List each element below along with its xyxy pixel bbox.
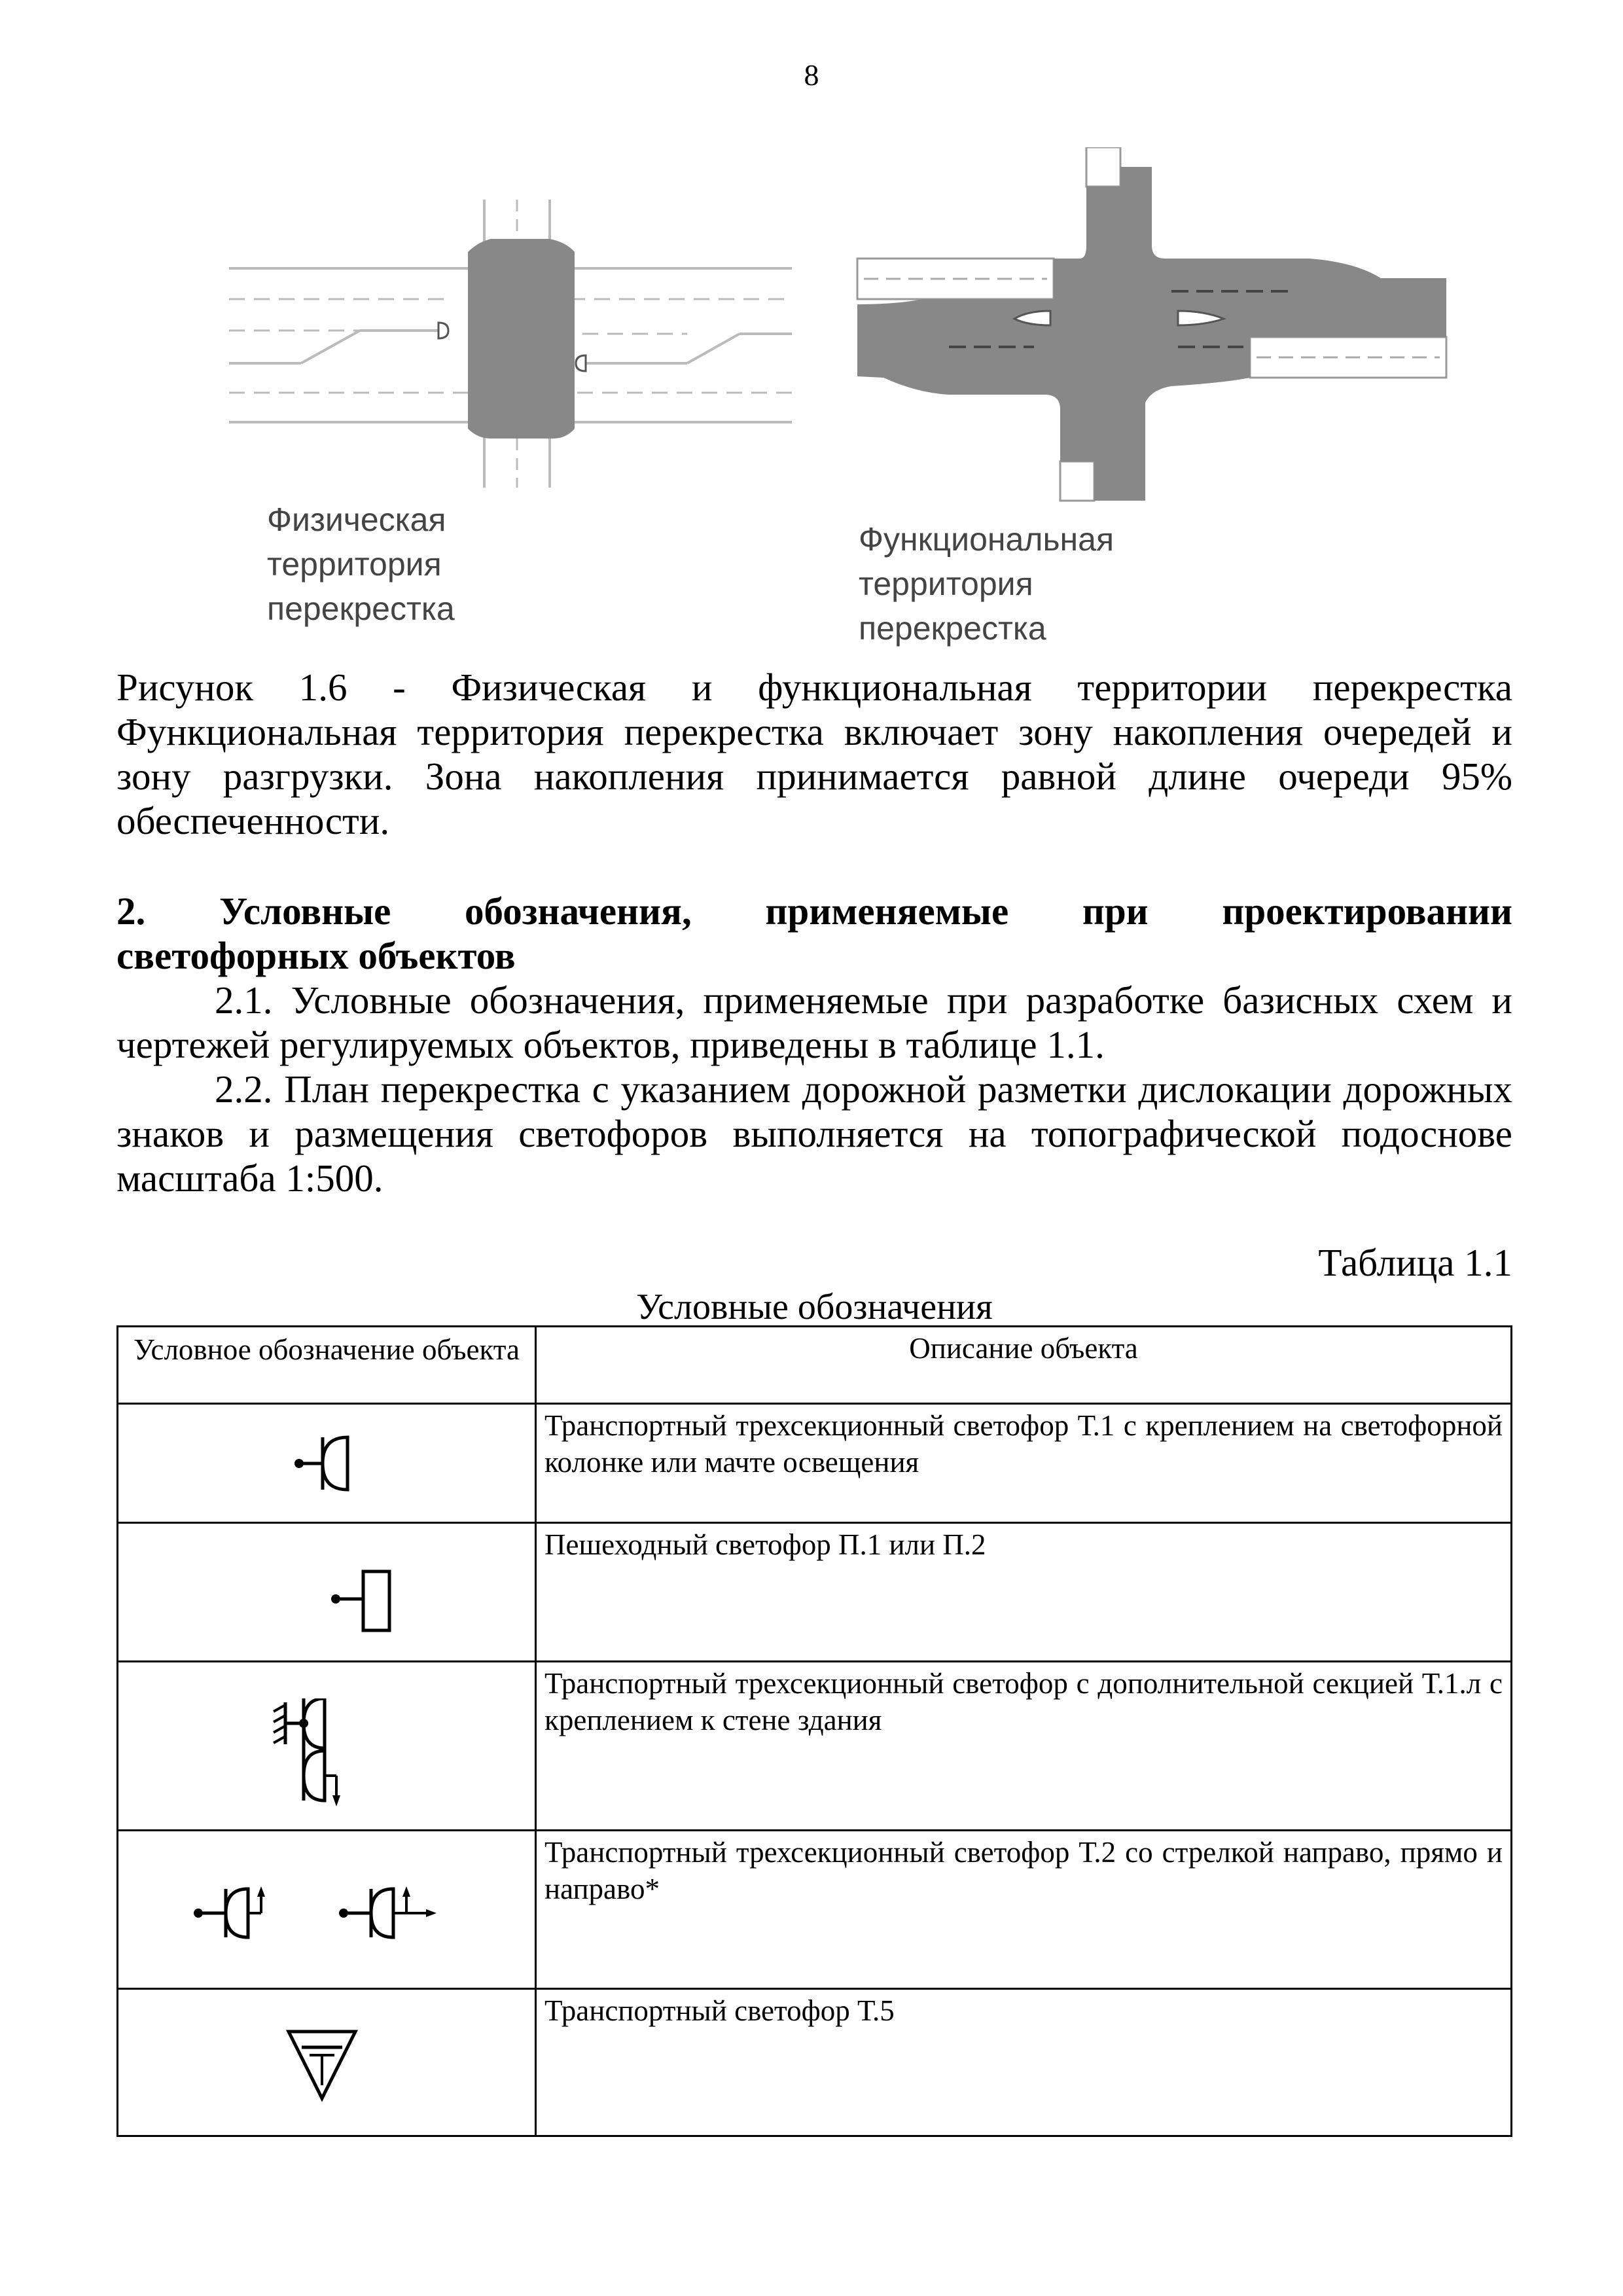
physical-territory-label: Физическая территория перекрестка <box>267 501 455 627</box>
pedestrian-signal-icon <box>327 1566 399 1638</box>
intersection-figure <box>229 147 1453 671</box>
caption-line-1: Рисунок 1.6 - Физическая и функциональная территории перекрестка <box>116 666 1512 709</box>
table-title: Условные обозначения <box>636 1287 993 1327</box>
physical-intersection-drawing <box>229 200 792 488</box>
transport-signal-wall-icon <box>259 1698 364 1810</box>
paragraph-2-2: 2.2. План перекрестка с указанием дорожной разметки дислокации дорожных знаков и размещения светофоров выполняется на топографической подоснове масштаба 1:500. <box>116 1067 1512 1200</box>
symbol-cell <box>118 1404 536 1523</box>
page-number: 8 <box>804 58 819 92</box>
description-cell: Пешеходный светофор П.1 или П.2 <box>536 1523 1512 1662</box>
paragraph-2-1: 2.1. Условные обозначения, применяемые при разработке базисных схем и чертежей регулируемых объектов, приведены в таблице 1.1. <box>116 978 1512 1066</box>
section-title-line-1: 2. Условные обозначения, применяемые при проектировании <box>116 889 1512 933</box>
symbol-cell <box>118 1989 536 2136</box>
header-symbol: Условное обозначение объекта <box>118 1327 536 1404</box>
transport-signal-t2-right-arrow-icon <box>189 1877 307 1949</box>
description-cell: Транспортный трехсекционный светофор с дополнительной секцией Т.1.л с креплением к стене здания <box>536 1662 1512 1831</box>
transport-signal-t5-icon <box>282 2022 367 2108</box>
figure-caption <box>116 665 1512 843</box>
section-title <box>116 889 1512 978</box>
table-row <box>118 1404 1512 1523</box>
transport-signal-t1-icon <box>289 1431 367 1503</box>
description-cell: Транспортный светофор Т.5 <box>536 1989 1512 2136</box>
table-row <box>118 1662 1512 1831</box>
symbol-cell <box>118 1523 536 1662</box>
caption-line-2: Функциональная территория перекрестка включает зону накопления очередей и <box>116 710 1512 753</box>
transport-signal-t2-straight-right-arrow-icon <box>334 1877 465 1949</box>
functional-intersection-drawing <box>857 147 1446 501</box>
caption-rest: зону разгрузки. Зона накопления принимается равной длине очереди 95% обеспеченности. <box>116 755 1512 842</box>
description-cell: Транспортный трехсекционный светофор Т.1 с креплением на светофорной колонке или мачте освещения <box>536 1404 1512 1523</box>
description-cell: Транспортный трехсекционный светофор Т.2 со стрелкой направо, прямо и направо* <box>536 1831 1512 1989</box>
table-row <box>118 1831 1512 1989</box>
table-header-row <box>118 1327 1512 1404</box>
symbol-cell <box>118 1831 536 1989</box>
symbol-cell <box>118 1662 536 1831</box>
table-row <box>118 1989 1512 2136</box>
table-row <box>118 1523 1512 1662</box>
section-title-line-2: светофорных объектов <box>116 934 516 977</box>
header-description: Описание объекта <box>536 1327 1512 1404</box>
symbols-table <box>116 1325 1512 2137</box>
functional-territory-label: Функциональная территория перекрестка <box>859 521 1115 647</box>
table-reference: Таблица 1.1 <box>1318 1241 1512 1284</box>
